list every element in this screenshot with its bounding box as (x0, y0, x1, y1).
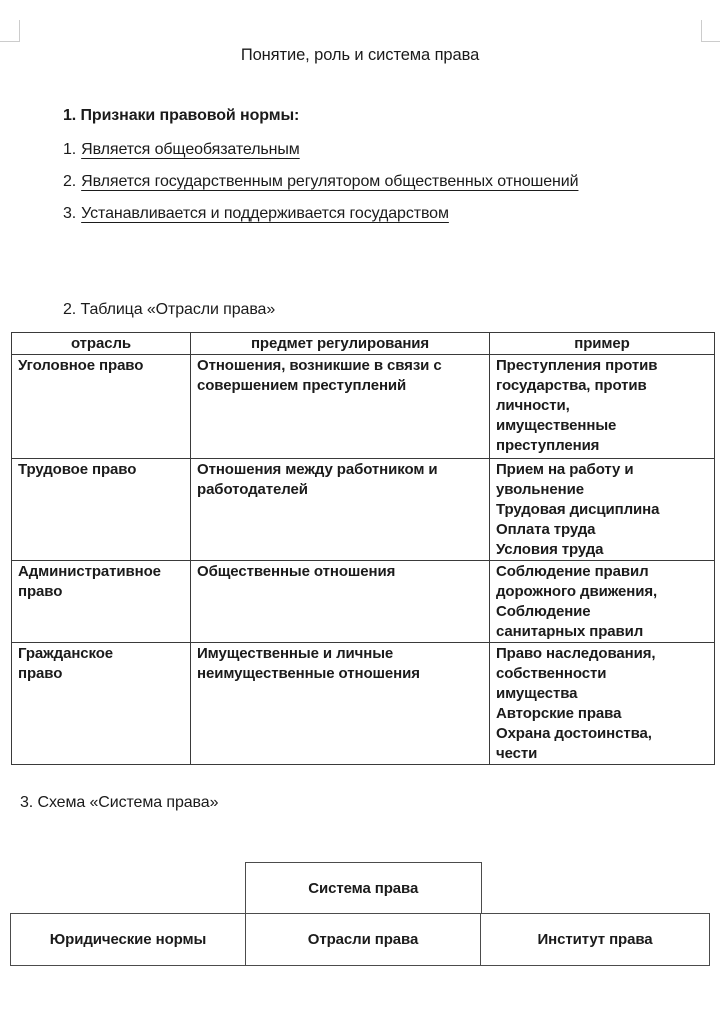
scheme-cell-legal-norms (11, 914, 246, 965)
list-item-text: Устанавливается и поддерживается государством (81, 205, 449, 222)
list-item-number: 3. (63, 205, 77, 222)
cell-subject: Общественные отношения (191, 561, 490, 643)
list-item-number: 2. (63, 173, 77, 190)
col-header-branch: отрасль (12, 333, 191, 355)
cell-example: Преступления против государства, против личности, имущественные преступления (490, 355, 715, 459)
col-header-example: пример (490, 333, 715, 355)
cell-subject: Отношения между работником и работодателей (191, 459, 490, 561)
table-header-row (12, 333, 715, 355)
cell-example: Право наследования, собственности имущества Авторские права Охрана достоинства, чести (490, 643, 715, 765)
list-item-number: 1. (63, 141, 77, 158)
cell-example: Прием на работу и увольнение Трудовая дисциплина Оплата труда Условия труда (490, 459, 715, 561)
page-title: Понятие, роль и система права (240, 46, 480, 64)
cell-branch: Гражданское право (12, 643, 191, 765)
page-margin-corner-right (701, 20, 720, 42)
table-row (12, 643, 715, 765)
scheme-cell-institute (481, 914, 709, 965)
scheme-cell-label: Отрасли права (307, 931, 419, 948)
scheme-root-label: Система права (308, 879, 419, 897)
list-item (63, 173, 578, 191)
cell-subject: Имущественные и личные неимущественные отношения (191, 643, 490, 765)
cell-branch: Уголовное право (12, 355, 191, 459)
section3-heading: 3. Схема «Система права» (20, 794, 219, 811)
table-row (12, 459, 715, 561)
cell-subject: Отношения, возникшие в связи с совершением преступлений (191, 355, 490, 459)
scheme-children-row (10, 913, 710, 966)
scheme-cell-label: Юридические нормы (49, 931, 207, 948)
list-item (63, 205, 449, 223)
cell-example: Соблюдение правил дорожного движения, Соблюдение санитарных правил (490, 561, 715, 643)
scheme-root-box (245, 862, 482, 913)
cell-branch: Административное право (12, 561, 191, 643)
table-row (12, 561, 715, 643)
section2-heading: 2. Таблица «Отрасли права» (63, 301, 276, 318)
branches-of-law-table (11, 332, 715, 765)
scheme-cell-label: Институт права (537, 931, 653, 948)
page-margin-corner-left (0, 20, 20, 42)
cell-branch: Трудовое право (12, 459, 191, 561)
list-item (63, 141, 300, 159)
table-row (12, 355, 715, 459)
list-item-text: Является общеобязательным (81, 141, 300, 158)
scheme-cell-branches (246, 914, 481, 965)
section1-heading: 1. Признаки правовой нормы: (63, 107, 300, 124)
col-header-subject: предмет регулирования (191, 333, 490, 355)
list-item-text: Является государственным регулятором общественных отношений (81, 173, 579, 190)
